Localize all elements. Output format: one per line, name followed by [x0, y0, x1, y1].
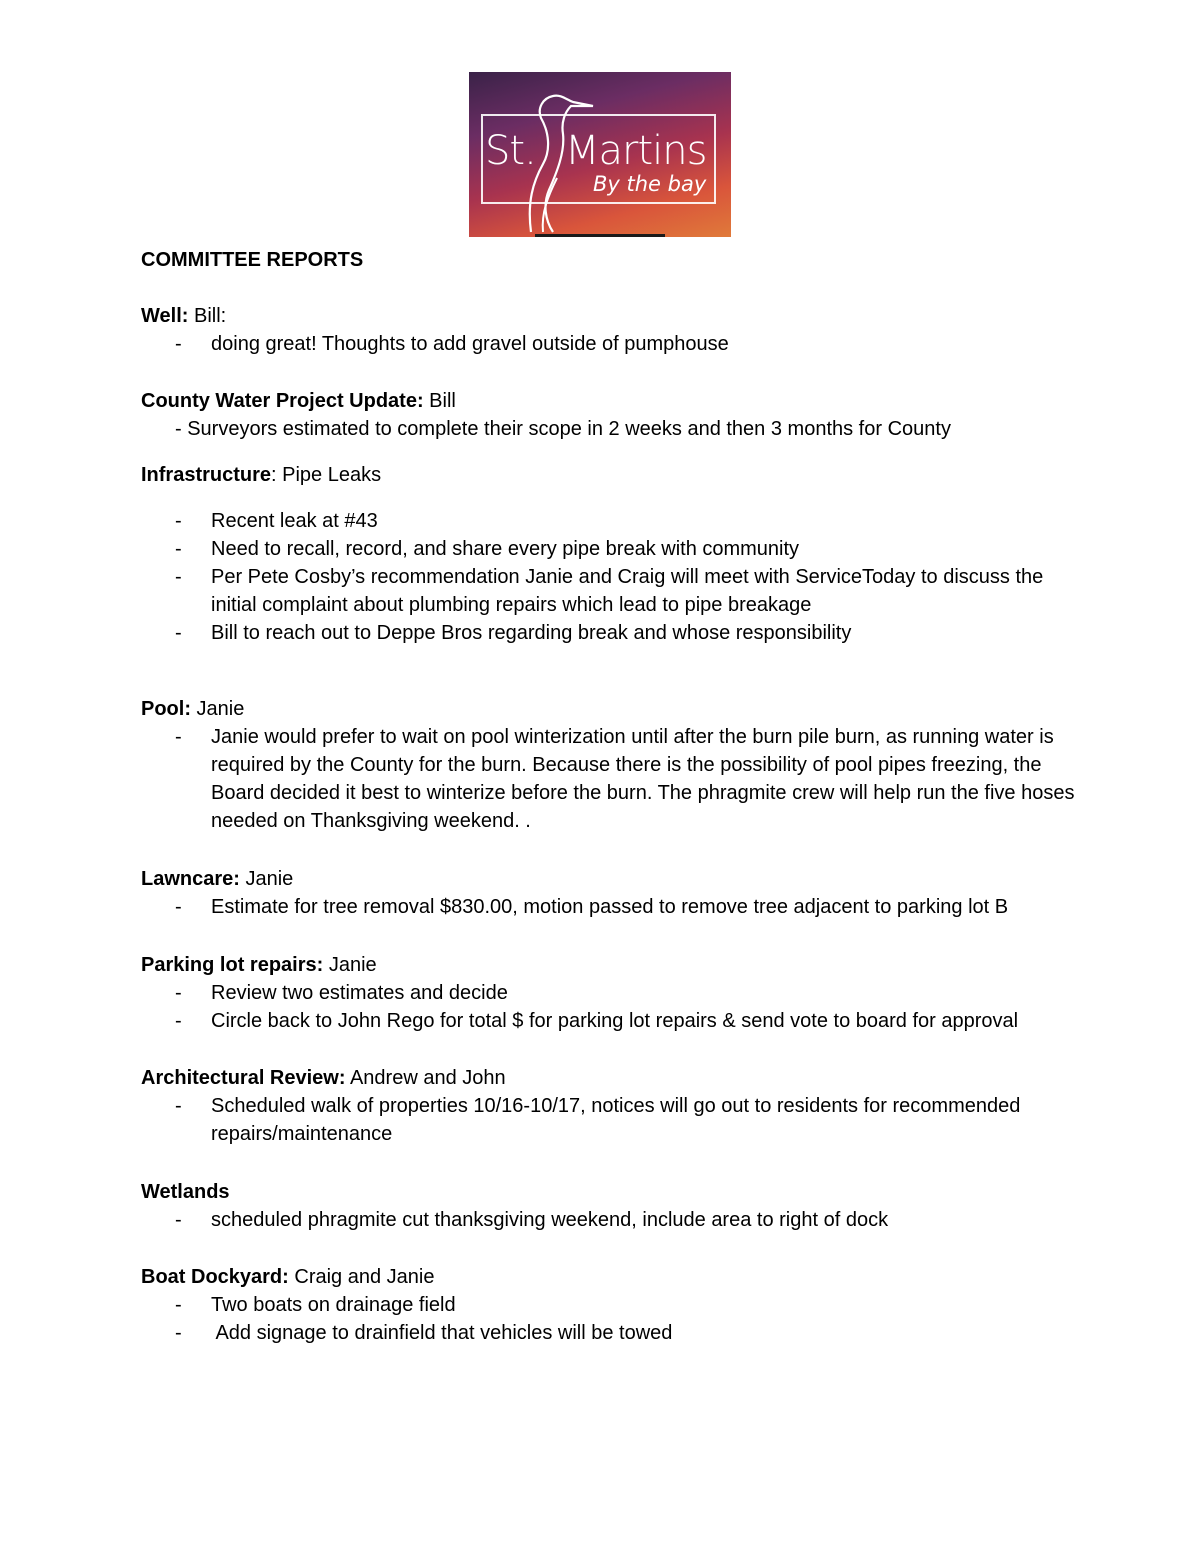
list-item: - doing great! Thoughts to add gravel outside of pumphouse — [141, 330, 1081, 358]
list-item: - scheduled phragmite cut thanksgiving weekend, include area to right of dock — [141, 1206, 1081, 1234]
section-well-list — [141, 330, 1081, 358]
list-item: - Janie would prefer to wait on pool winterization until after the burn pile burn, as running water is required by the County for the burn. Because there is the possibility of pool pipes freezing, the Board decided it best to winterize before the burn. The phragmite crew will help run the five hoses needed on Thanksgiving weekend. . — [141, 723, 1081, 835]
logo-text-martins: Martins — [565, 128, 707, 174]
list-item: - Two boats on drainage field — [141, 1291, 1081, 1319]
section-pool-list — [141, 723, 1081, 835]
logo-text-st: St. — [485, 128, 536, 174]
section-architectural-heading — [141, 1064, 1081, 1092]
section-boat-heading — [141, 1263, 1081, 1291]
logo — [469, 72, 731, 237]
list-item: - Need to recall, record, and share every pipe break with community — [141, 535, 1081, 563]
section-county-heading — [141, 387, 1081, 415]
list-item: - Bill to reach out to Deppe Bros regarding break and whose responsibility — [141, 619, 1081, 647]
section-label: Lawncare: — [141, 868, 240, 890]
section-label: Wetlands — [141, 1181, 230, 1203]
section-parking-heading — [141, 951, 1081, 979]
section-owner: Bill — [423, 390, 456, 412]
section-label: Pool: — [141, 698, 191, 720]
section-owner: Craig and Janie — [288, 1266, 435, 1288]
list-item: - Add signage to drainfield that vehicles will be towed — [141, 1319, 1081, 1347]
section-pool-heading — [141, 695, 1081, 723]
page-title: COMMITTEE REPORTS — [141, 249, 364, 271]
section-label: Well: — [141, 305, 189, 327]
document-body — [141, 246, 1081, 1347]
section-architectural-list — [141, 1092, 1081, 1148]
section-infrastructure-heading — [141, 461, 1081, 489]
section-boat-list — [141, 1291, 1081, 1347]
section-parking-list — [141, 979, 1081, 1035]
section-wetlands-list — [141, 1206, 1081, 1234]
section-owner: Andrew and John — [345, 1067, 506, 1089]
section-lawncare-heading — [141, 865, 1081, 893]
logo-bottom-bar — [535, 234, 665, 237]
list-item: - Scheduled walk of properties 10/16-10/17, notices will go out to residents for recommended repairs/maintenance — [141, 1092, 1081, 1148]
section-lawncare-list — [141, 893, 1081, 921]
section-infrastructure-list — [141, 507, 1081, 647]
section-label: Boat Dockyard: — [141, 1266, 289, 1288]
section-well-heading — [141, 302, 1081, 330]
section-label: Architectural Review: — [141, 1067, 346, 1089]
list-item: - Circle back to John Rego for total $ for parking lot repairs & send vote to board for approval — [141, 1007, 1081, 1035]
list-item: - Recent leak at #43 — [141, 507, 1081, 535]
list-item: - Estimate for tree removal $830.00, motion passed to remove tree adjacent to parking lot B — [141, 893, 1081, 921]
section-owner: Janie — [239, 868, 294, 890]
section-label: County Water Project Update: — [141, 390, 424, 412]
list-item: - Surveyors estimated to complete their scope in 2 weeks and then 3 months for County — [175, 418, 951, 440]
section-owner: Bill: — [188, 305, 227, 327]
section-label: Infrastructure — [141, 464, 272, 486]
section-label: Parking lot repairs: — [141, 954, 324, 976]
section-owner: Janie — [191, 698, 245, 720]
section-wetlands-heading — [141, 1178, 1081, 1206]
logo-tagline: By the bay — [593, 172, 707, 196]
section-owner: : Pipe Leaks — [271, 464, 382, 486]
section-owner: Janie — [323, 954, 377, 976]
list-item: - Per Pete Cosby’s recommendation Janie and Craig will meet with ServiceToday to discuss the initial complaint about plumbing repairs which lead to pipe breakage — [141, 563, 1081, 619]
list-item: - Review two estimates and decide — [141, 979, 1081, 1007]
